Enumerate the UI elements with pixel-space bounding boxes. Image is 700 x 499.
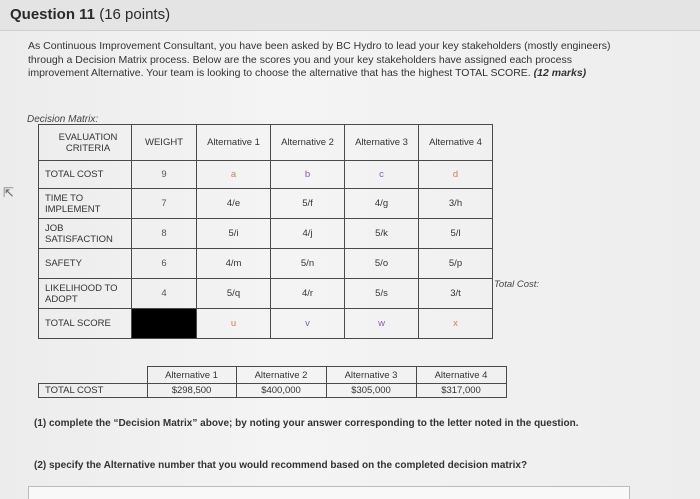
header-weight: WEIGHT: [132, 125, 197, 161]
question-title: Question 11 (16 points): [10, 6, 171, 23]
row-criteria: TIME TO IMPLEMENT: [39, 189, 132, 219]
cell-h: 3/h: [419, 189, 493, 219]
cost-header-alt-2: Alternative 2: [236, 367, 326, 384]
row-weight: 8: [132, 219, 197, 249]
table-row: [39, 309, 493, 339]
table-row: [39, 219, 493, 249]
task-1: (1) complete the “Decision Matrix” above; by noting your answer corresponding to the letter noted in the question.: [34, 418, 579, 429]
cell-o: 5/o: [345, 249, 419, 279]
row-criteria: LIKELIHOOD TO ADOPT: [39, 279, 132, 309]
cost-header-alt-1: Alternative 1: [147, 367, 236, 384]
cell-s: 5/s: [345, 279, 419, 309]
decision-matrix-label: Decision Matrix:: [27, 114, 99, 125]
task-2: (2) specify the Alternative number that you would recommend based on the completed decision matrix?: [34, 460, 528, 471]
cost-value-alt-2: $400,000: [236, 384, 326, 398]
row-weight: 6: [132, 249, 197, 279]
decision-matrix-table: [38, 124, 493, 339]
cell-e: 4/e: [197, 189, 271, 219]
header-alt-3: Alternative 3: [345, 125, 419, 161]
cell-d: d: [419, 161, 493, 189]
row-weight: 4: [132, 279, 197, 309]
table-row: [39, 249, 493, 279]
table-row: [39, 279, 493, 309]
cell-u: u: [197, 309, 271, 339]
mouse-cursor-icon: ⇱: [3, 185, 14, 200]
table-row: [39, 161, 493, 189]
row-criteria: SAFETY: [39, 249, 132, 279]
cost-header-alt-3: Alternative 3: [326, 367, 416, 384]
cell-m: 4/m: [197, 249, 271, 279]
cell-x: x: [419, 309, 493, 339]
table-row: [39, 189, 493, 219]
cell-j: 4/j: [271, 219, 345, 249]
header-alt-4: Alternative 4: [419, 125, 493, 161]
cell-a: a: [197, 161, 271, 189]
row-weight: 7: [132, 189, 197, 219]
blacked-out-cell: [132, 309, 197, 339]
total-cost-table: [38, 366, 507, 398]
question-header: [0, 0, 700, 31]
cell-i: 5/i: [197, 219, 271, 249]
cell-q: 5/q: [197, 279, 271, 309]
row-weight: 9: [132, 161, 197, 189]
cell-l: 5/l: [419, 219, 493, 249]
cell-w: w: [345, 309, 419, 339]
cell-g: 4/g: [345, 189, 419, 219]
cost-label: TOTAL COST: [39, 384, 148, 398]
row-criteria: TOTAL SCORE: [39, 309, 132, 339]
row-criteria: JOB SATISFACTION: [39, 219, 132, 249]
total-cost-note: Total Cost:: [494, 279, 540, 290]
cost-header-alt-4: Alternative 4: [416, 367, 506, 384]
row-criteria: TOTAL COST: [39, 161, 132, 189]
cell-v: v: [271, 309, 345, 339]
cost-value-alt-4: $317,000: [416, 384, 506, 398]
cell-c: c: [345, 161, 419, 189]
cost-value-alt-1: $298,500: [147, 384, 236, 398]
cell-p: 5/p: [419, 249, 493, 279]
header-alt-1: Alternative 1: [197, 125, 271, 161]
cell-r: 4/r: [271, 279, 345, 309]
cell-f: 5/f: [271, 189, 345, 219]
header-criteria: EVALUATION CRITERIA: [39, 125, 132, 161]
cost-value-alt-3: $305,000: [326, 384, 416, 398]
cell-b: b: [271, 161, 345, 189]
cell-k: 5/k: [345, 219, 419, 249]
header-alt-2: Alternative 2: [271, 125, 345, 161]
cell-t: 3/t: [419, 279, 493, 309]
answer-input[interactable]: [28, 486, 630, 499]
cell-n: 5/n: [271, 249, 345, 279]
intro-paragraph: As Continuous Improvement Consultant, you have been asked by BC Hydro to lead your key stakeholders (mostly engineers) through a Decision Matrix process. Below are the scores you and your key stakeholders have assigned each process improvement Alternative. Your team is looking to choose the alternative that has the highest TOTAL SCORE. (12 marks): [28, 40, 611, 79]
